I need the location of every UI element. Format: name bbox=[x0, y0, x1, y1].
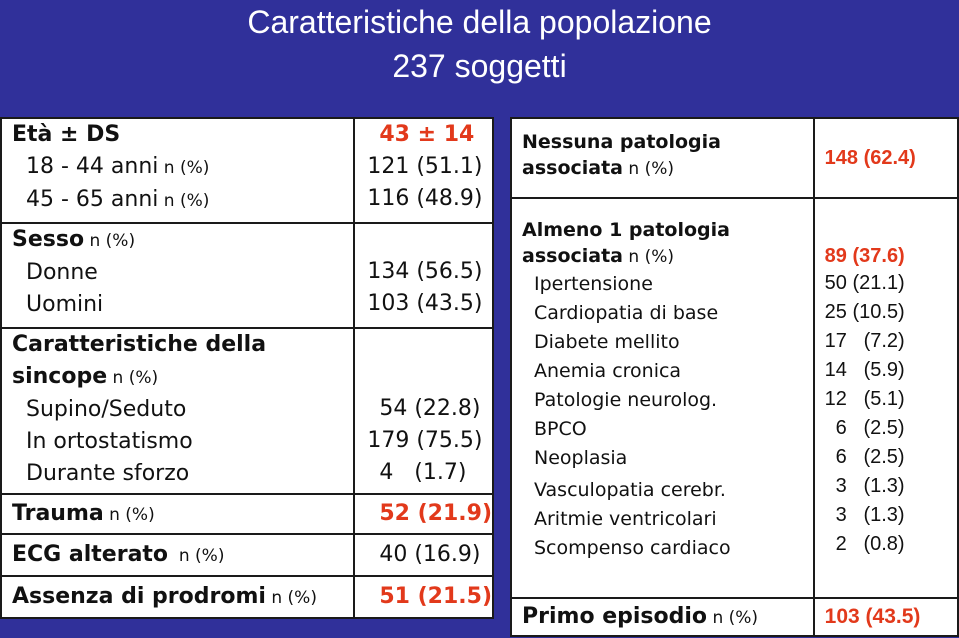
syncope-effort-label: Durante sforzo bbox=[26, 461, 190, 486]
no-comorbidity-label-2: associata n (%) bbox=[522, 157, 674, 179]
list-item: Cardiopatia di base bbox=[534, 302, 719, 324]
first-episode-label: Primo episodio n (%) bbox=[522, 603, 759, 629]
ecg-label: ECG alterato n (%) bbox=[12, 541, 225, 567]
list-item-value: 17 (7.2) bbox=[824, 330, 905, 352]
table-row bbox=[1, 576, 493, 618]
list-item-value: 3 (1.3) bbox=[835, 475, 905, 497]
age-range-1-value: 121 (51.1) bbox=[367, 154, 483, 179]
no-comorbidity-value: 148 (62.4) bbox=[824, 146, 916, 169]
age-range-2-value: 116 (48.9) bbox=[367, 186, 483, 211]
first-episode-value: 103 (43.5) bbox=[824, 605, 921, 628]
prodromi-value: 51 (21.5) bbox=[379, 584, 492, 609]
sex-female-label: Donne bbox=[26, 260, 98, 285]
table-row bbox=[1, 118, 493, 223]
list-item: Ipertensione bbox=[534, 273, 653, 295]
list-item: Neoplasia bbox=[534, 447, 628, 469]
list-item-value: 3 (1.3) bbox=[835, 504, 905, 526]
list-item-value: 25 (10.5) bbox=[824, 301, 905, 323]
comorbidity-value: 89 (37.6) bbox=[824, 245, 905, 267]
list-item: Patologie neurolog. bbox=[534, 389, 718, 411]
population-table-right bbox=[510, 117, 959, 637]
trauma-label: Trauma n (%) bbox=[12, 500, 155, 526]
syncope-orthostatic-value: 179 (75.5) bbox=[367, 428, 483, 453]
slide-subtitle: 237 soggetti bbox=[392, 48, 567, 84]
table-row bbox=[1, 494, 493, 534]
prodromi-label: Assenza di prodromi n (%) bbox=[12, 583, 317, 609]
age-range-1: 18 - 44 anni n (%) bbox=[26, 154, 210, 179]
list-item-value: 14 (5.9) bbox=[824, 359, 905, 381]
syncope-orthostatic-label: In ortostatismo bbox=[26, 429, 193, 454]
list-item: Scompenso cardiaco bbox=[534, 537, 731, 559]
sex-label: Sesso n (%) bbox=[12, 227, 136, 252]
sex-female-value: 134 (56.5) bbox=[367, 259, 483, 284]
table-row bbox=[511, 198, 958, 598]
list-item-value: 6 (2.5) bbox=[835, 417, 905, 439]
table-row bbox=[1, 328, 493, 494]
table-row bbox=[511, 598, 958, 636]
sex-male-label: Uomini bbox=[26, 292, 104, 317]
list-item: Anemia cronica bbox=[534, 360, 682, 382]
age-range-2: 45 - 65 anni n (%) bbox=[26, 187, 210, 212]
list-item-value: 12 (5.1) bbox=[824, 388, 905, 410]
slide-title: Caratteristiche della popolazione bbox=[247, 4, 712, 40]
table-row bbox=[1, 223, 493, 328]
list-item: Diabete mellito bbox=[534, 331, 680, 353]
sex-male-value: 103 (43.5) bbox=[367, 291, 483, 316]
list-item: Aritmie ventricolari bbox=[534, 508, 717, 530]
age-label: Età ± DS bbox=[12, 122, 121, 147]
comorbidity-label-2: associata n (%) bbox=[522, 245, 674, 267]
list-item: Vasculopatia cerebr. bbox=[534, 479, 726, 501]
population-table-left bbox=[0, 117, 494, 619]
list-item-value: 50 (21.1) bbox=[824, 272, 905, 294]
list-item: BPCO bbox=[534, 418, 587, 440]
syncope-supine-value: 54 (22.8) bbox=[379, 396, 481, 421]
list-item-value: 6 (2.5) bbox=[835, 446, 905, 468]
no-comorbidity-label-1: Nessuna patologia bbox=[522, 131, 721, 153]
table-row bbox=[511, 118, 958, 198]
comorbidity-label-1: Almeno 1 patologia bbox=[522, 219, 730, 241]
syncope-effort-value: 4 (1.7) bbox=[379, 460, 467, 485]
list-item-value: 2 (0.8) bbox=[835, 533, 905, 555]
syncope-label-1: Caratteristiche della bbox=[12, 332, 267, 357]
syncope-label-2: sincope n (%) bbox=[12, 364, 159, 389]
table-row bbox=[1, 534, 493, 576]
age-value: 43 ± 14 bbox=[379, 122, 475, 147]
syncope-supine-label: Supino/Seduto bbox=[26, 397, 187, 422]
trauma-value: 52 (21.9) bbox=[379, 501, 492, 526]
ecg-value: 40 (16.9) bbox=[379, 542, 481, 567]
